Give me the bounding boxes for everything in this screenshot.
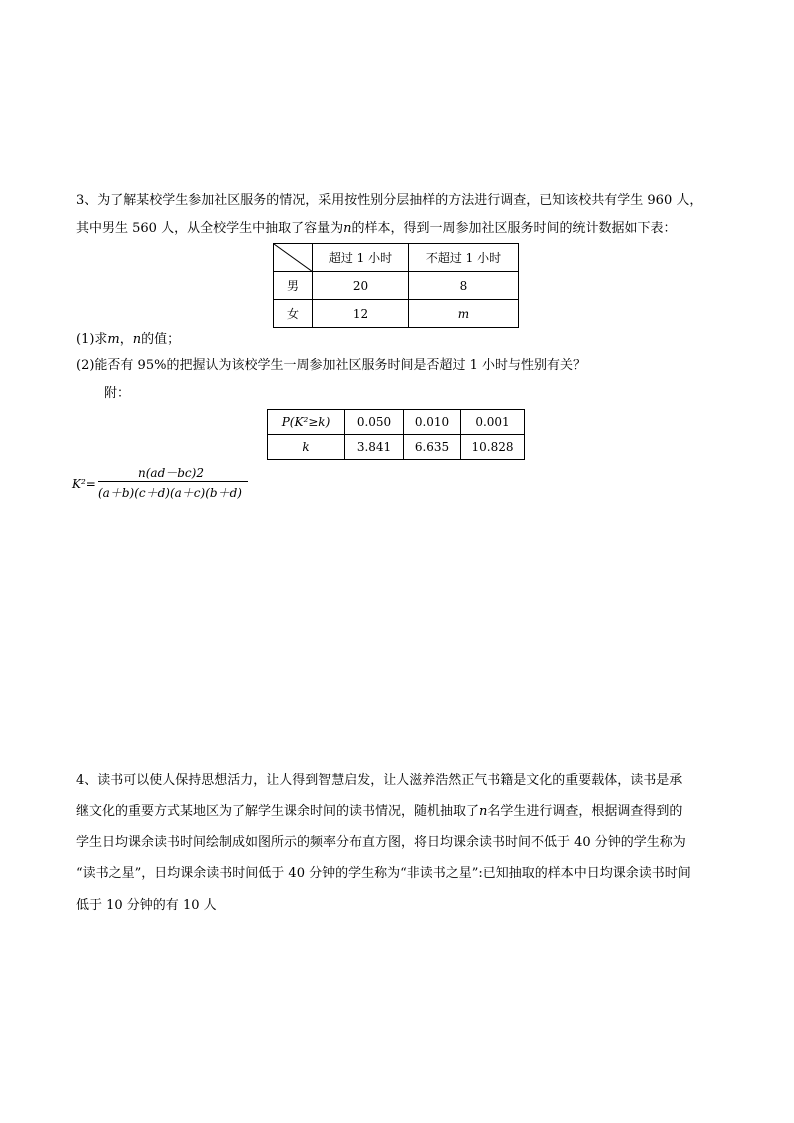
table-row: [274, 244, 519, 272]
q3-line-2-post: 的样本，得到一周参加社区服务时间的统计数据如下表：: [351, 221, 677, 236]
critical-value-table: [267, 409, 525, 460]
table-cell: 8: [409, 272, 519, 300]
table-cell: m: [409, 300, 519, 328]
formula-lhs: K²=: [72, 477, 96, 491]
q4-line-2-var: n: [479, 804, 488, 819]
q4-line-2-pre: 继文化的重要方式某地区为了解学生课余时间的读书情况，随机抽取了: [76, 804, 480, 819]
q3-part-1: [76, 331, 180, 349]
table-cell: 0.050: [345, 410, 404, 435]
q4-line-1: 4、读书可以使人保持思想活力，让人得到智慧启发，让人滋养浩然正气书籍是文化的重要载体，读书是承: [76, 773, 683, 788]
table-cell: 0.010: [404, 410, 461, 435]
survey-table: [273, 243, 519, 328]
table-row: [268, 435, 525, 460]
table-row-label: 女: [274, 300, 313, 328]
diagonal-line: [274, 244, 313, 272]
table-row-label: P(K²≥k): [268, 410, 345, 435]
table-cell: 3.841: [345, 435, 404, 460]
q3-line-1: 3、为了解某校学生参加社区服务的情况，采用按性别分层抽样的方法进行调查，已知该校共有学生 960 人，: [76, 193, 703, 208]
part-1-pre: (1)求: [76, 332, 108, 347]
table-corner-cell: [274, 244, 313, 272]
table-row: [274, 300, 519, 328]
formula-denominator: (a＋b)(c＋d)(a＋c)(b＋d): [98, 486, 242, 500]
table-header: 超过 1 小时: [313, 244, 409, 272]
q3-line-2-var: n: [343, 221, 352, 236]
q4-line-2-post: 名学生进行调查，根据调查得到的: [487, 804, 683, 819]
part-1-sep: ，: [119, 332, 133, 347]
appendix-label: 附：: [104, 386, 131, 401]
table-cell: 10.828: [461, 435, 525, 460]
fraction-bar: [98, 481, 248, 482]
table-header: 不超过 1 小时: [409, 244, 519, 272]
q3-line-2-pre: 其中男生 560 人，从全校学生中抽取了容量为: [76, 221, 344, 236]
table-row: [268, 410, 525, 435]
table-row-label: k: [268, 435, 345, 460]
formula-numerator: n(ad－bc)2: [138, 466, 204, 480]
table-cell: 20: [313, 272, 409, 300]
table-row: [274, 272, 519, 300]
q3-line-2: [76, 220, 676, 238]
part-1-post: 的值；: [141, 332, 181, 347]
part-1-n: n: [132, 332, 142, 347]
table-cell: 12: [313, 300, 409, 328]
q4-line-4: “读书之星”，日均课余读书时间低于 40 分钟的学生称为“非读书之星”:已知抽取的样本中日均课余读书时间: [76, 866, 691, 881]
q4-line-2: [76, 803, 682, 821]
q4-line-5: 低于 10 分钟的有 10 人: [76, 898, 217, 913]
q4-line-3: 学生日均课余读书时间绘制成如图所示的频率分布直方图，将日均课余读书时间不低于 40 分钟的学生称为: [76, 835, 686, 850]
table-cell: 6.635: [404, 435, 461, 460]
table-cell: 0.001: [461, 410, 525, 435]
q3-part-2: (2)能否有 95%的把握认为该校学生一周参加社区服务时间是否超过 1 小时与性别有关？: [76, 358, 586, 373]
table-row-label: 男: [274, 272, 313, 300]
part-1-m: m: [107, 332, 120, 347]
